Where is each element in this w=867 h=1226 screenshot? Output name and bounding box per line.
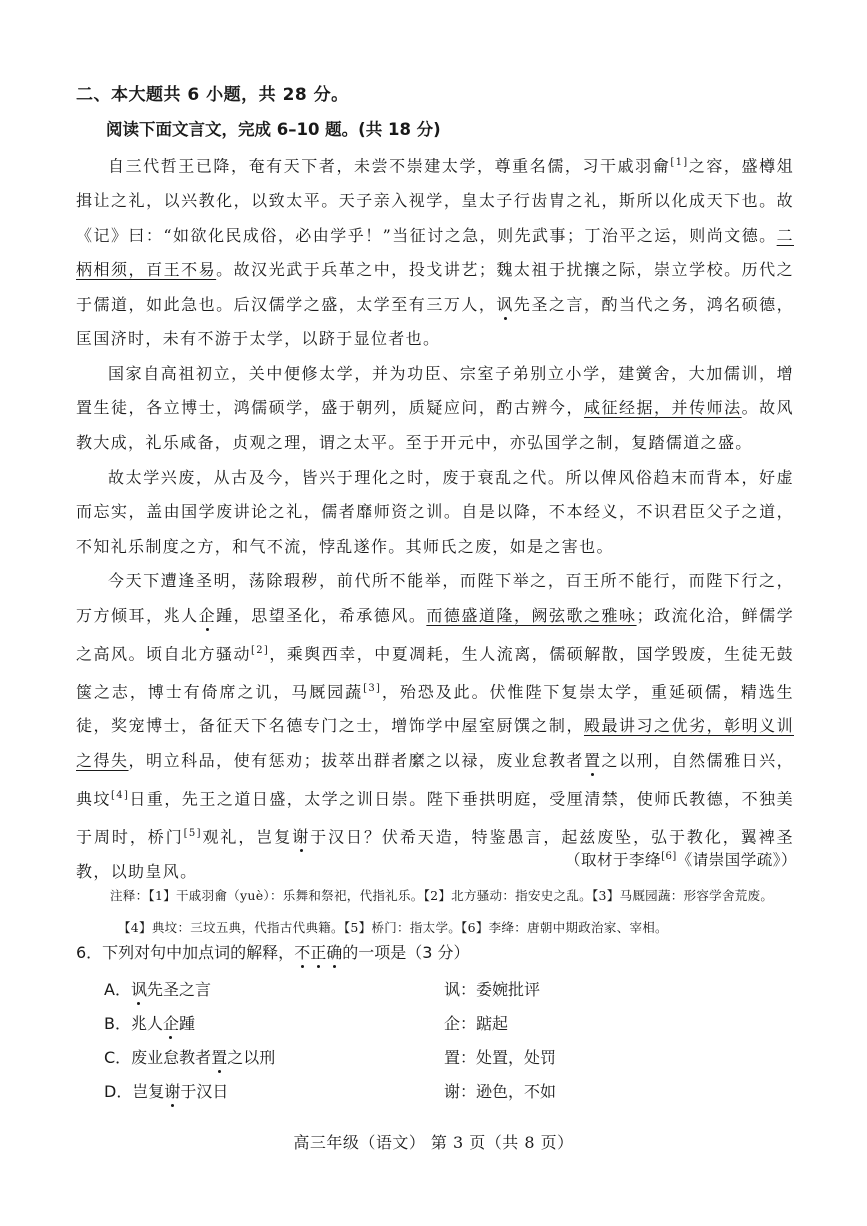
text-run: 今天下遭逢圣明，荡除瑕秽，前代所不能举，而陛下举之，百王所不能行，而陛下行之，万方倾耳，兆人 [76, 571, 794, 626]
text-run: ；政流化洽，鲜儒学之高风。顷自北方骚动 [76, 606, 795, 663]
option-text: A． [104, 980, 131, 999]
option-explanation: 企：踮起 [444, 1014, 509, 1033]
dotted-word: 企 [162, 1014, 179, 1033]
footnote-ref: [2] [250, 644, 270, 656]
passage-paragraph-1 [76, 146, 794, 357]
annotation-line-1: 注释：【1】干戚羽龠（yuè）：乐舞和祭祀，代指礼乐。【2】北方骚动：指安史之乱。【3】马厩园蔬：形容学舍荒废。 [110, 888, 774, 903]
text-run: ，殆恐及此。伏惟陛下复崇太学，重延硕儒，精选生徒，奖宠博士，备征天下名德专门之士，增饰学中屋室厨馔之制， [76, 681, 794, 736]
passage-source [565, 848, 797, 870]
option-sentence [104, 1011, 195, 1034]
dotted-word: 谢 [164, 1082, 181, 1101]
option-explanation: 谢：逊色，不如 [444, 1082, 557, 1101]
footnote-ref: [3] [363, 682, 382, 694]
option-explanation: 讽：委婉批评 [444, 980, 541, 999]
footnote-ref: [6] [661, 850, 677, 862]
text-run: 国家自高祖初立，关中便修太学，并为功臣、宗室子弟别立小学，建黉舍，大加儒训，增置生徒，各立博士，鸿儒硕学，盛于朝列，质疑应问，酌古辨今， [76, 363, 794, 418]
section-heading: 二、本大题共 6 小题，共 28 分。 [76, 85, 349, 105]
text-run: 之容，盛樽俎揖让之礼，以兴教化，以致太平。天子亲入视学，皇太子行齿胄之礼，斯所以化成天下也。故《记》曰：“如欲化民成俗，必由学乎！”当征讨之急，则先武事；丁治平之运，则尚文德。 [76, 156, 795, 245]
dotted-word: 置 [211, 1048, 228, 1067]
text-run: 故太学兴废，从古及今，皆兴于理化之时，废于衰乱之代。所以俾风俗趋末而背本，好虚而忘实，盖由国学废讲论之礼，儒者靡师资之训。自是以降，不本经义，不识君臣父子之道，不知礼乐制度之方，和气不流，悖乱遂作。其师氏之废，如是之害也。 [76, 467, 794, 556]
text-run: 。故汉光武于兵革之中，投戈讲艺；魏太祖于扰攘之际，崇立学校。历代之于儒道，如此急也。后汉儒学之盛，太学至有三万人， [76, 260, 794, 314]
passage-paragraph-3 [76, 461, 794, 565]
emphasis-char: 正 [310, 943, 327, 962]
text-run: ，乘舆西幸，中夏凋耗，生人流离，儒硕解散，国学毁废，生徒无鼓箧之志，博士有倚席之讥，马厩园蔬 [76, 643, 794, 701]
option-text: 于汉日 [180, 1082, 229, 1101]
text-run: 于汉日？伏希天造，特鉴愚言，起兹废坠，弘于教化，翼裨圣教，以助皇风。 [76, 826, 794, 881]
option-sentence [104, 1079, 228, 1102]
passage-paragraph-2 [76, 357, 794, 461]
text-run: 。故风教大成，礼乐咸备，贞观之理，谓之太平。至于开元中，亦弘国学之制，复踏儒道之盛。 [76, 398, 795, 453]
dotted-word: 讽 [130, 980, 147, 999]
annotations [110, 880, 810, 944]
text-run: 先圣之言，酌当代之务，鸿名硕德，匡国济时，未有不游于太学，以跻于显位者也。 [76, 294, 795, 349]
option-b[interactable] [104, 1007, 724, 1041]
option-sentence [104, 977, 211, 1000]
underlined-sentence: 而德盛道隆，阙弦歌之雅咏 [426, 606, 637, 626]
footnote-ref: [5] [183, 827, 202, 839]
option-sentence [104, 1045, 275, 1068]
option-d[interactable] [104, 1075, 724, 1109]
text-run: ，明立科品，使有惩劝；拔萃出群者縻之以禄，废业怠教者 [128, 751, 584, 771]
underlined-sentence: 咸征经据，并传师法 [583, 398, 742, 418]
dotted-word: 置 [583, 751, 602, 771]
reading-instruction: 阅读下面文言文，完成 6–10 题。(共 18 分) [106, 120, 441, 139]
option-text: D．岂复 [104, 1082, 165, 1101]
text-run: 踵，思望圣化，希承德风。 [216, 606, 427, 626]
option-text: 踵 [179, 1014, 196, 1033]
question-options [104, 973, 724, 1109]
option-text: C．废业怠教者 [104, 1048, 212, 1067]
text-run: 自三代哲王已降，奄有天下者，未尝不崇建太学，尊重名儒，习干戚羽龠 [108, 156, 671, 176]
classical-passage [76, 146, 794, 889]
source-text: （取材于李绛 [565, 851, 662, 869]
option-text: 先圣之言 [146, 980, 211, 999]
dotted-word: 谢 [292, 826, 311, 846]
question-6 [76, 940, 470, 963]
question-text: 的一项是（3 分） [342, 943, 470, 962]
option-text: B．兆人 [104, 1014, 163, 1033]
page-footer: 高三年级（语文） 第 3 页（共 8 页） [293, 1133, 574, 1152]
option-a[interactable] [104, 973, 724, 1007]
underlined-sentence: 二柄相须，百王不易 [76, 225, 794, 280]
option-text: 之以刑 [227, 1048, 276, 1067]
text-run: 之以刑，自然儒雅日兴，典坟 [76, 751, 794, 808]
annotation-line-2: 【4】典坟：三坟五典，代指古代典籍。【5】桥门：指太学。【6】李绛：唐朝中期政治家、宰相。 [118, 920, 668, 935]
dotted-word: 企 [198, 606, 217, 626]
emphasis-char: 确 [326, 943, 343, 962]
footnote-ref: [1] [670, 157, 689, 168]
dotted-word: 讽 [496, 294, 514, 314]
source-title: 《请崇国学疏》） [676, 851, 797, 869]
text-run: 观礼，岂复 [201, 826, 293, 846]
text-run: 日重，先王之道日盛，太学之训日崇。陛下垂拱明庭，受厘清禁，使师氏教德，不独美于周时，桥门 [76, 789, 794, 846]
question-text: 6．下列对句中加点词的解释， [76, 943, 295, 962]
footnote-ref: [4] [111, 789, 130, 801]
emphasis-char: 不 [294, 943, 311, 962]
option-c[interactable] [104, 1041, 724, 1075]
passage-paragraph-4 [76, 564, 794, 889]
underlined-sentence: 殿最讲习之优劣，彰明义训之得失 [76, 716, 794, 771]
option-explanation: 置：处置，处罚 [444, 1048, 557, 1067]
